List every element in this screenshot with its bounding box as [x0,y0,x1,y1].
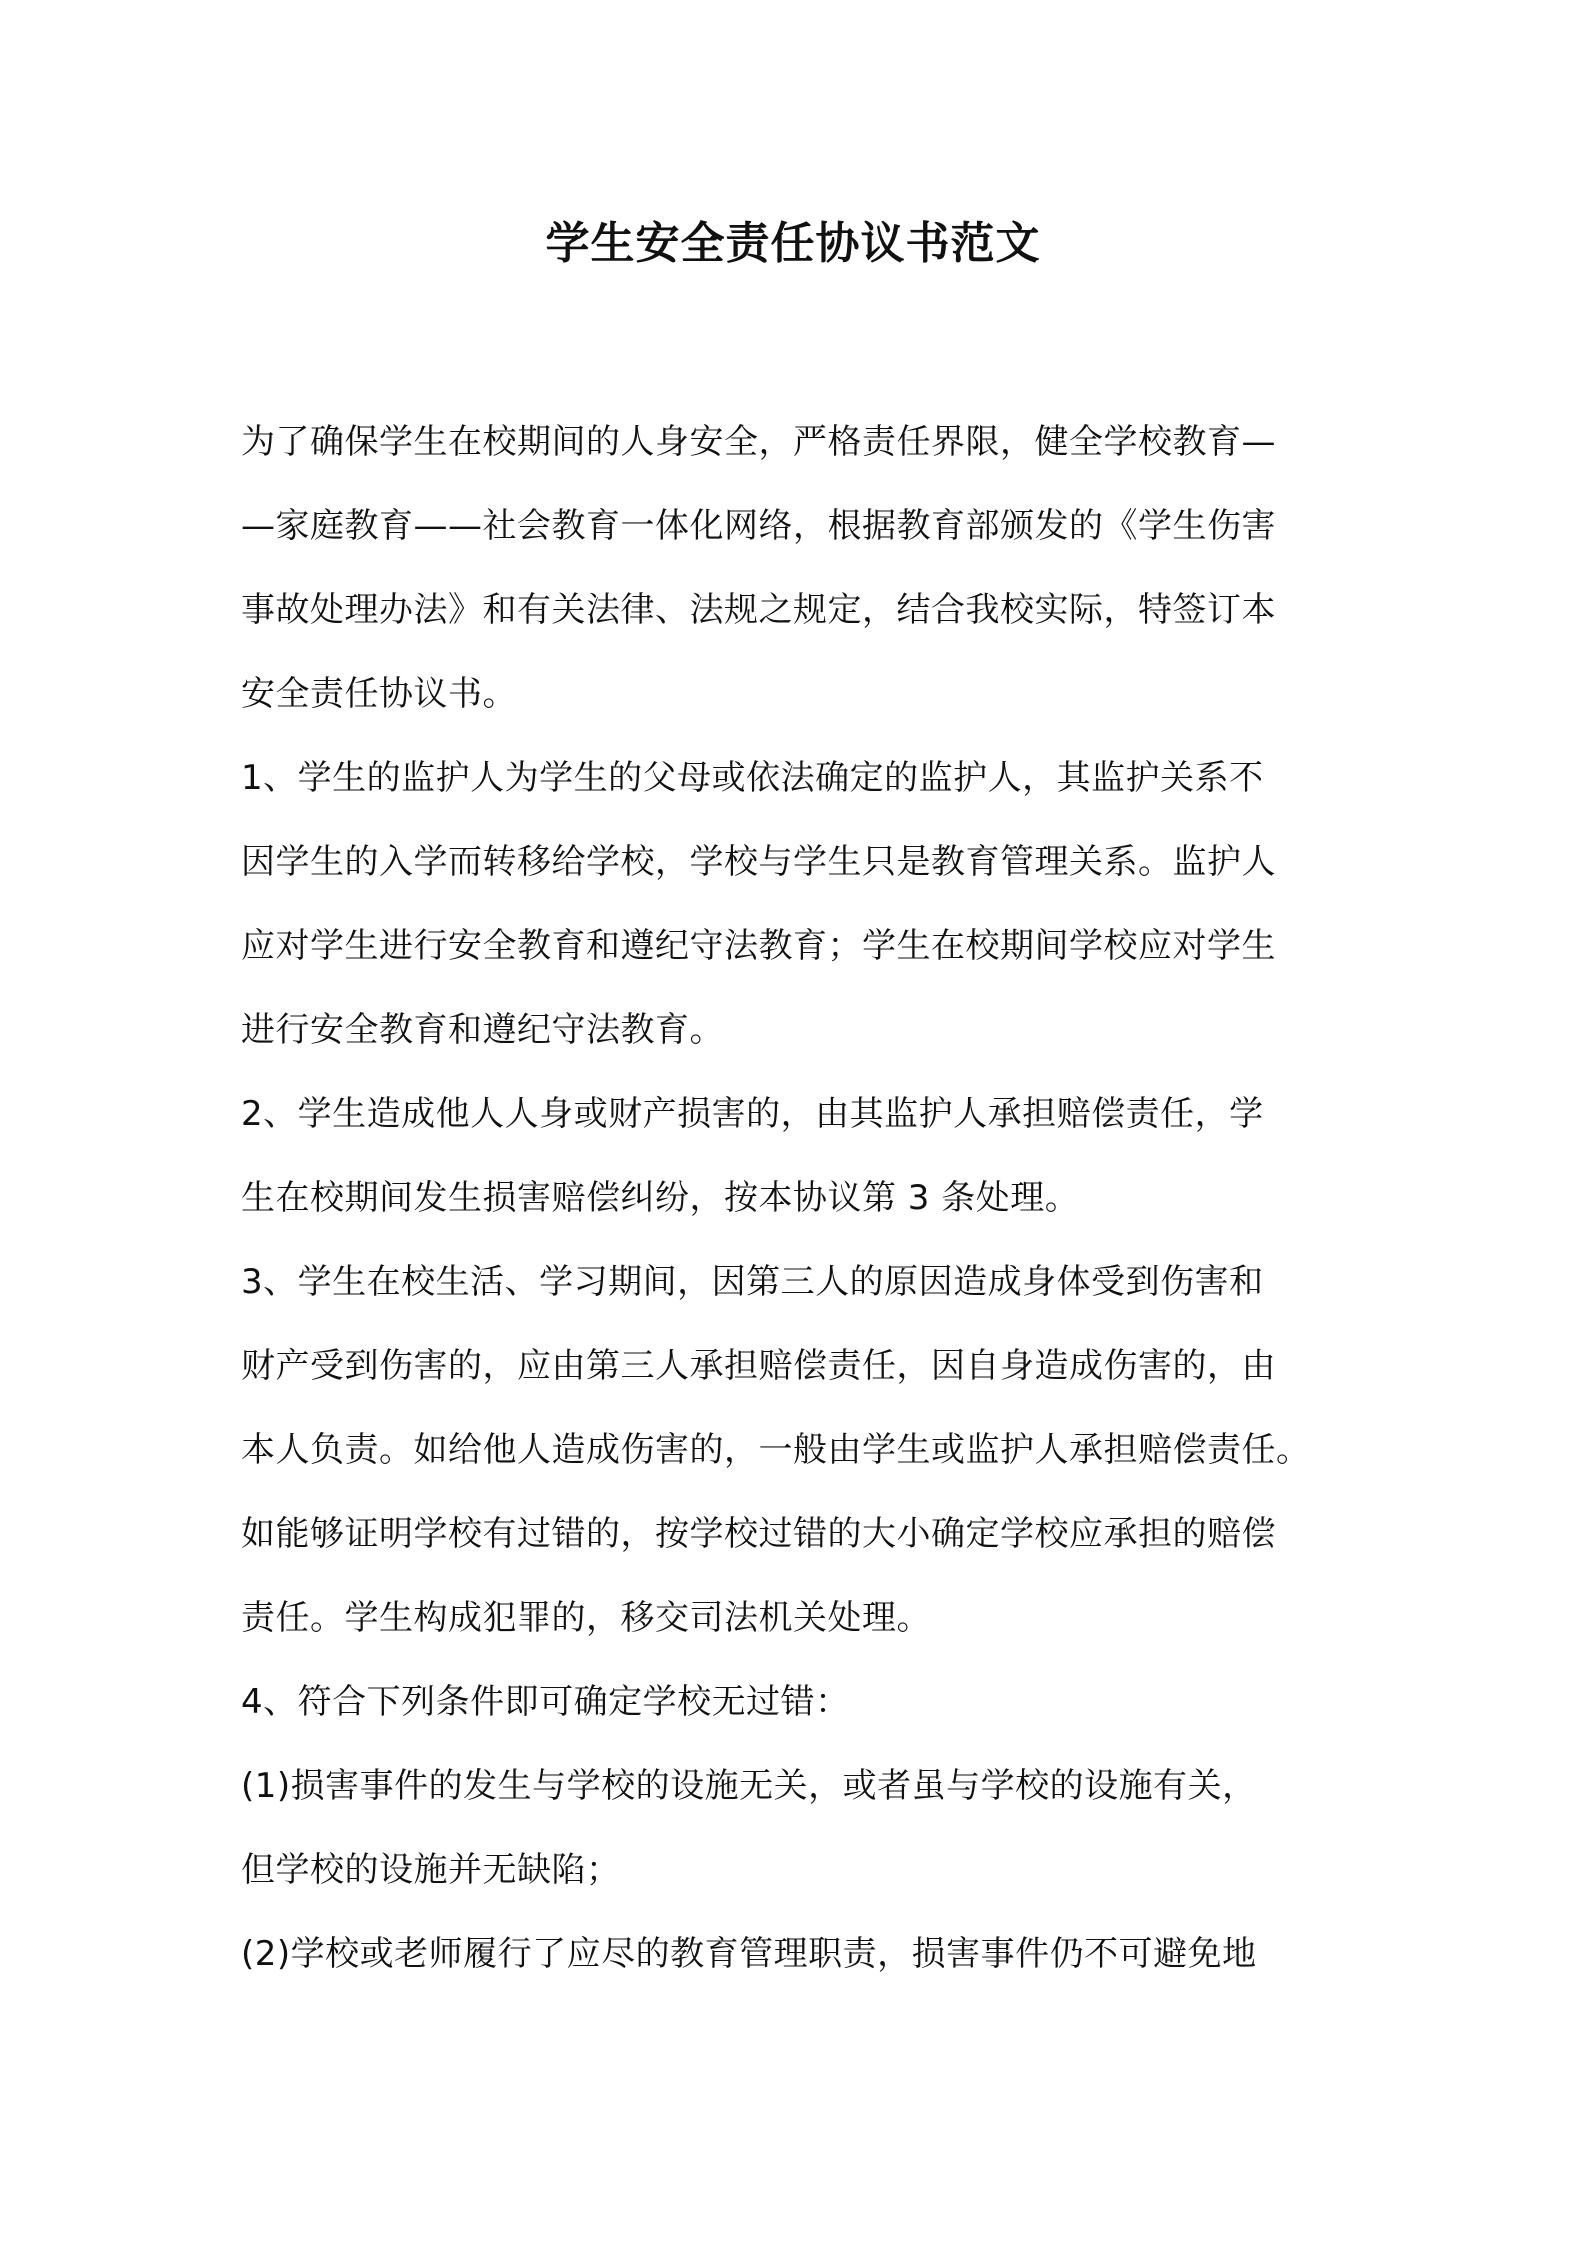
body-line: 为了确保学生在校期间的人身安全，严格责任界限，健全学校教育— [241,422,1276,462]
body-line: 如能够证明学校有过错的，按学校过错的大小确定学校应承担的赔偿 [241,1514,1276,1554]
document-title: 学生安全责任协议书范文 [545,218,1041,269]
body-line: 因学生的入学而转移给学校，学校与学生只是教育管理关系。监护人 [241,842,1276,882]
body-line: —家庭教育——社会教育一体化网络，根据教育部颁发的《学生伤害 [241,506,1276,546]
body-line: 3、学生在校生活、学习期间，因第三人的原因造成身体受到伤害和 [241,1262,1264,1302]
body-line: 4、符合下列条件即可确定学校无过错： [241,1682,850,1722]
body-line: 安全责任协议书。 [241,674,517,714]
body-line: 事故处理办法》和有关法律、法规之规定，结合我校实际，特签订本 [241,590,1276,630]
body-line: 2、学生造成他人人身或财产损害的，由其监护人承担赔偿责任，学 [241,1094,1264,1134]
document-body [241,400,1359,1996]
body-line: 财产受到伤害的，应由第三人承担赔偿责任，因自身造成伤害的，由 [241,1346,1276,1386]
body-line: (1)损害事件的发生与学校的设施无关，或者虽与学校的设施有关， [241,1766,1257,1806]
body-line: 生在校期间发生损害赔偿纠纷，按本协议第 3 条处理。 [241,1178,1080,1218]
body-line: 应对学生进行安全教育和遵纪守法教育；学生在校期间学校应对学生 [241,926,1276,966]
body-line: 进行安全教育和遵纪守法教育。 [241,1010,724,1050]
body-line: 本人负责。如给他人造成伤害的，一般由学生或监护人承担赔偿责任。 [241,1430,1311,1470]
body-line: (2)学校或老师履行了应尽的教育管理职责，损害事件仍不可避免地 [241,1934,1257,1974]
body-line: 责任。学生构成犯罪的，移交司法机关处理。 [241,1598,931,1638]
body-line: 1、学生的监护人为学生的父母或依法确定的监护人，其监护关系不 [241,758,1264,798]
body-line: 但学校的设施并无缺陷； [241,1850,621,1890]
